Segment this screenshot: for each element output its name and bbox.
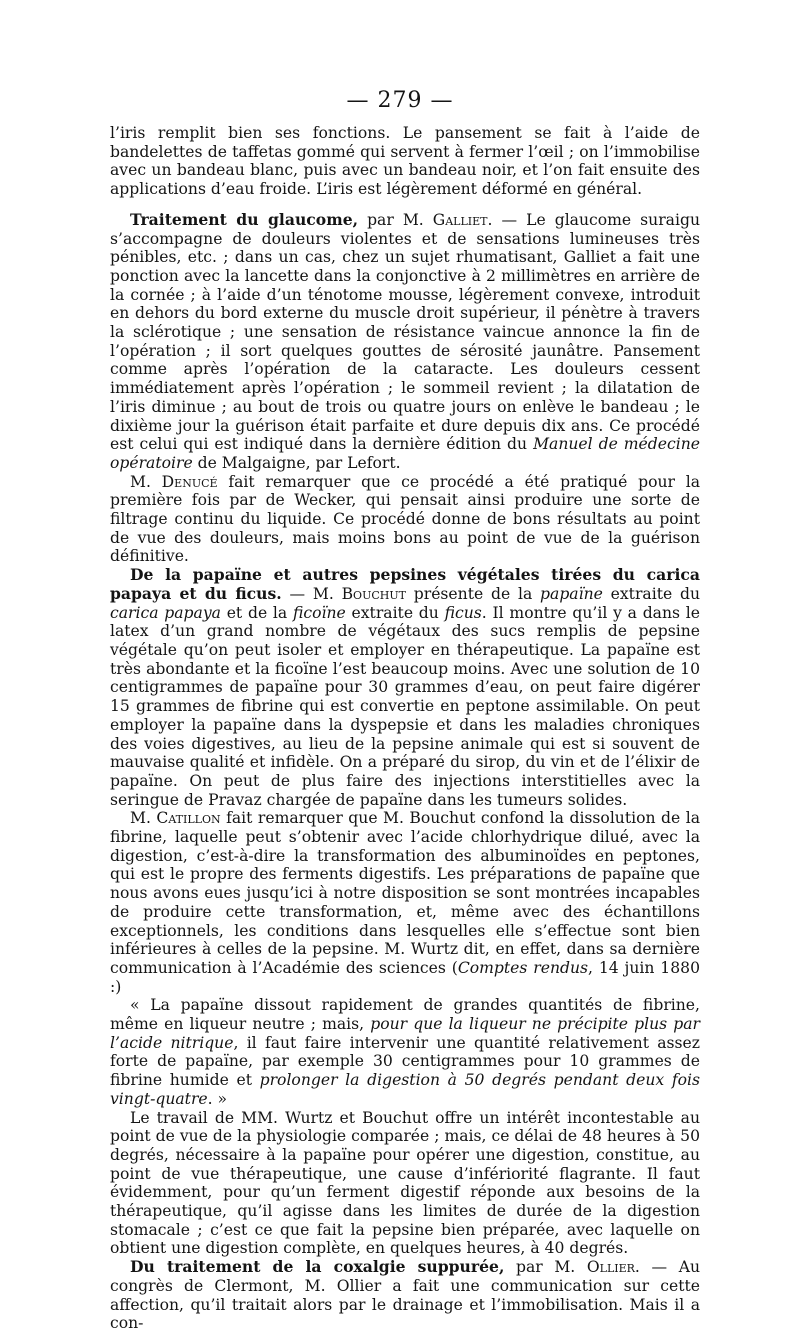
- paragraph-catillon: M. Catillon fait remarquer que M. Bouchut confond la dissolution de la fibrine, laquelle peut s’obtenir avec l’acide chlorhydrique dilué, avec la digestion, c’est-à-dire la transformation des albuminoïdes en peptones, qui est le propre des ferments digestifs. Les préparations de papaïne que nous avons eues jusqu’ici à notre disposition se sont montrées incapables de produire cette transformation, et, même avec des échantillons exceptionnels, les conditions dans lesquelles elle s’effectue sont bien inférieures à celles de la pepsine. M. Wurtz dit, en effet, dans sa dernière communication à l’Académie des sciences (Comptes rendus, 14 juin 1880 :): [110, 809, 700, 996]
- section-heading-papaine: De la papaïne et autres pepsines végétales tirées du carica papaya et du ficus.: [110, 565, 700, 603]
- section-heading-glaucome: Traitement du glaucome,: [130, 209, 359, 229]
- book-title: Manuel de médecine opératoire: [110, 435, 700, 472]
- paragraph-coxalgie: Du traitement de la coxalgie suppurée, par M. Ollier. — Au congrès de Clermont, M. Ollier a fait une communication sur cette affection, qu’il traitait alors par le drainage et l’immobilisation. Mais il a con-: [110, 1257, 701, 1333]
- paragraph-iris: l’iris remplit bien ses fonctions. Le pansement se fait à l’aide de bandelettes de taffetas gommé qui servent à fermer l’œil ; on l’immobilise avec un bandeau blanc, puis avec un bandeau noir, et l’on fait ensuite des applications d’eau froide. L’iris est légèrement déformé en général.: [110, 124, 700, 199]
- paragraph-denuce: M. Denucé fait remarquer que ce procédé a été pratiqué pour la première fois par de Wecker, qui pensait ainsi produire une sorte de filtrage continu du liquide. Ce procédé donne de bons résultats au point de vue des douleurs, mais moins bons au point de vue de la guérison définitive.: [110, 472, 700, 566]
- page-number: — 279 —: [346, 88, 454, 113]
- author-name: Ollier.: [586, 1258, 640, 1277]
- paragraph-papaine: De la papaïne et autres pepsines végétales tirées du carica papaya et du ficus. — M. Bouchut présente de la papaïne extraite du carica papaya et de la ficoïne extraite du ficus. Il montre qu’il y a dans le latex d’un grand nombre de végétaux des sucs remplis de pepsine végétale qu’on peut isoler et employer en thérapeutique. La papaïne est très abondante et la ficoïne l’est beaucoup moins. Avec une solution de 10 centigrammes de papaïne pour 30 grammes d’eau, on peut faire digérer 15 grammes de fibrine qui est convertie en peptone assimilable. On peut employer la papaïne dans la dyspepsie et dans les maladies chroniques des voies digestives, au lieu de la pepsine animale qui est si souvent de mauvaise qualité et infidèle. On a préparé du sirop, du vin et de l’élixir de papaïne. On peut de plus faire des injections interstitielles avec la seringue de Pravaz chargée de papaïne dans les tumeurs solides.: [110, 565, 701, 809]
- author-name: M. Catillon: [130, 809, 221, 828]
- paragraph-glaucome: Traitement du glaucome, par M. Galliet. — Le glaucome suraigu s’accompagne de douleurs violentes et de sensations lumineuses très pénibles, etc. ; dans un cas, chez un sujet rhumatisant, Galliet a fait une ponction avec la lancette dans la conjonctive à 2 millimètres en arrière de la cornée ; à l’aide d’un ténotome mousse, légèrement convexe, introduit en dehors du bord externe du muscle droit supérieur, il pénètre à travers la sclérotique ; une sensation de résistance vaincue annonce la fin de l’opération ; il sort quelques gouttes de sérosité jaunâtre. Pansement comme après l’opération de la cataracte. Les douleurs cessent immédiatement après l’opération ; le sommeil revient ; la dilatation de l’iris diminue ; au bout de trois ou quatre jours on enlève le bandeau ; le dixième jour la guérison était parfaite et dure depuis dix ans. Ce procédé est celui qui est indiqué dans la dernière édition du Manuel de médecine opératoire de Malgaigne, par Lefort.: [110, 209, 700, 472]
- section-heading-coxalgie: Du traitement de la coxalgie suppurée,: [130, 1257, 505, 1277]
- author-name: Bouchut: [341, 584, 406, 603]
- paragraph-quote-wurtz: « La papaïne dissout rapidement de grandes quantités de fibrine, même en liqueur neutre ; mais, pour que la liqueur ne précipite plus par l’acide nitrique, il faut faire intervenir une quantité relativement assez forte de papaïne, par exemple 30 centigrammes pour 10 grammes de fibrine humide et prolonger la digestion à 50 degrés pendant deux fois vingt-quatre. »: [110, 996, 700, 1108]
- page-body: [110, 124, 700, 1333]
- author-name: M. Denucé: [130, 472, 218, 491]
- author-name: Galliet.: [432, 210, 493, 229]
- paragraph-travail: Le travail de MM. Wurtz et Bouchut offre un intérêt incontestable au point de vue de la physiologie comparée ; mais, ce délai de 48 heures à 50 degrés, nécessaire à la papaïne pour opérer une digestion, constitue, au point de vue thérapeutique, une cause d’infériorité flagrante. Il faut évidemment, pour qu’un ferment digestif réponde aux besoins de la thérapeutique, qu’il agisse dans les limites de durée de la digestion stomacale ; c’est ce que fait la pepsine bien préparée, avec laquelle on obtient une digestion complète, en quelques heures, à 40 degrés.: [110, 1108, 700, 1258]
- journal-title: Comptes rendus: [457, 958, 589, 977]
